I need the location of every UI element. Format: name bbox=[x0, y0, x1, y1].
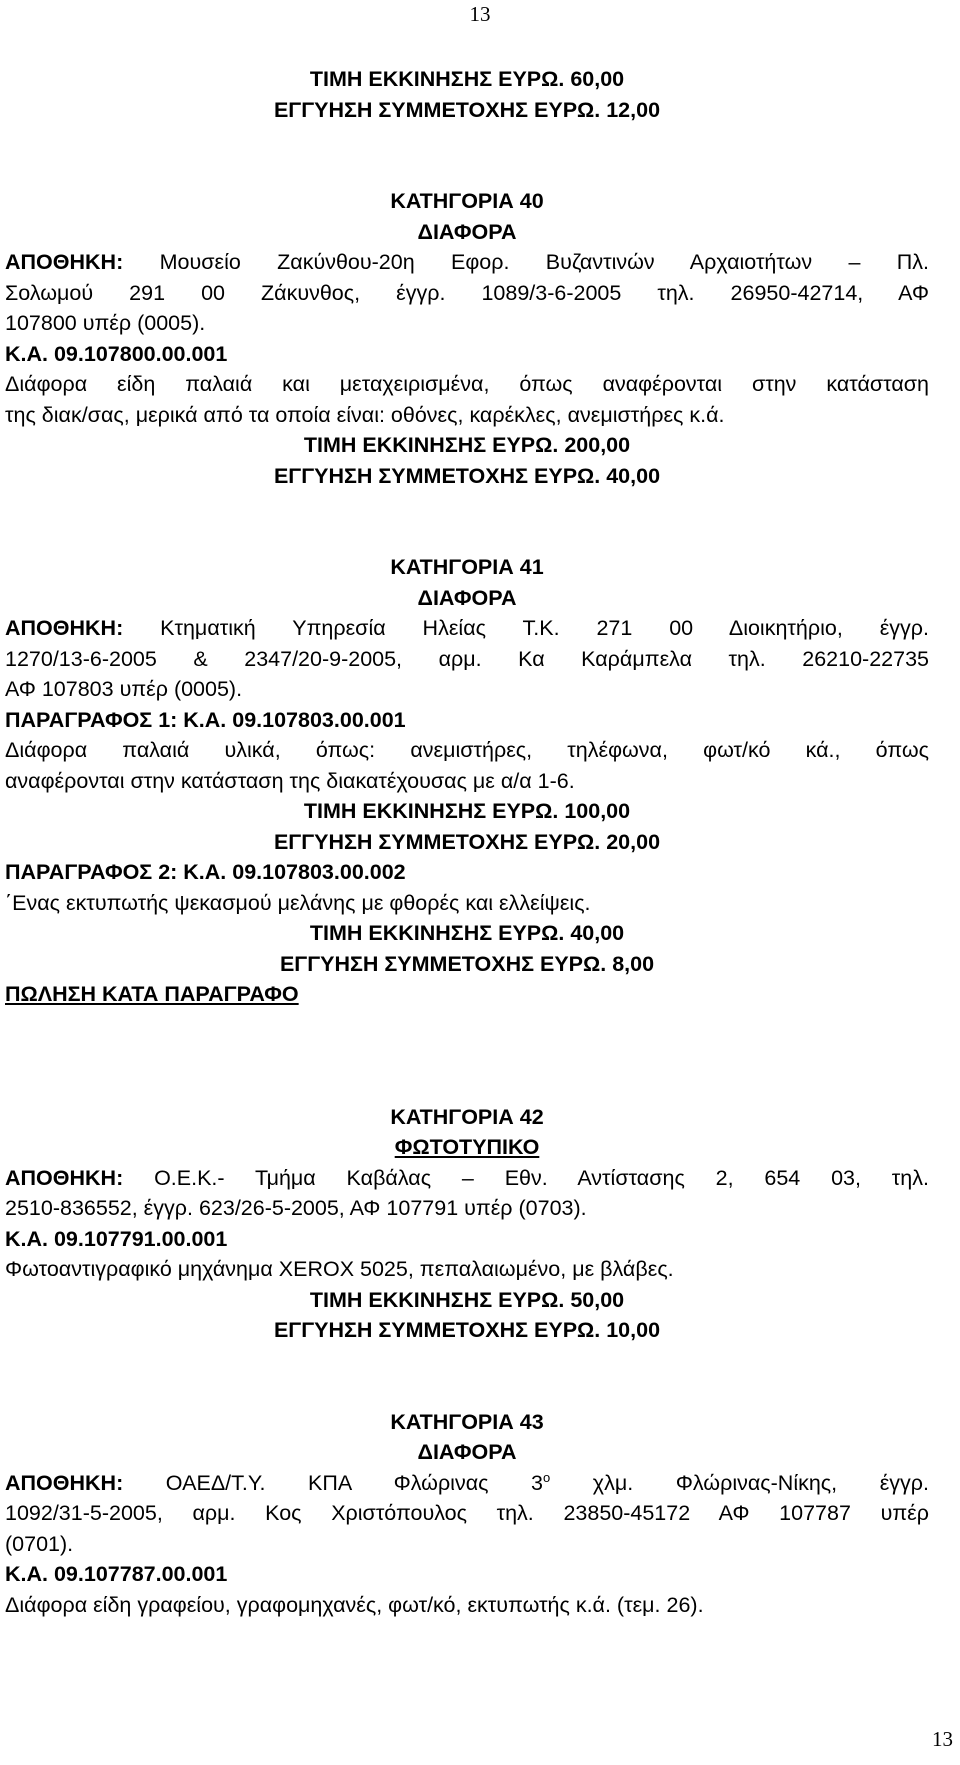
storage-label: ΑΠΟΘΗΚΗ: bbox=[5, 616, 124, 640]
item-description: ΄Ενας εκτυπωτής ψεκασμού μελάνης με φθορές και ελλείψεις. bbox=[5, 890, 591, 915]
paragraph-2-code: ΠΑΡΑΓΡΑΦΟΣ 2: Κ.Α. 09.107803.00.002 bbox=[5, 860, 406, 884]
category-41 bbox=[5, 552, 929, 1010]
storage-line: 1092/31-5-2005, αρμ. Κος Χριστόπουλος τηλ. 23850-45172 ΑΦ 107787 υπέρ bbox=[5, 1501, 929, 1525]
item-description: Φωτοαντιγραφικό μηχάνημα XEROX 5025, πεπαλαιωμένο, με βλάβες. bbox=[5, 1257, 674, 1281]
storage-text: χλμ. Φλώρινας-Νίκης, έγγρ. bbox=[550, 1470, 929, 1495]
item-description: της διακ/σας, μερικά από τα οποία είναι: οθόνες, καρέκλες, ανεμιστήρες κ.ά. bbox=[5, 402, 725, 427]
storage-line: Σολωμού 291 00 Ζάκυνθος, έγγρ. 1089/3-6-2005 τηλ. 26950-42714, ΑΦ bbox=[5, 280, 929, 305]
storage-line: (0701). bbox=[5, 1531, 74, 1556]
spacer bbox=[5, 491, 929, 552]
item-description: Διάφορα είδη παλαιά και μεταχειρισμένα, όπως αναφέρονται στην κατάσταση bbox=[5, 372, 929, 396]
category-heading: ΚΑΤΗΓΟΡΙΑ 40 bbox=[390, 189, 544, 213]
storage-text: ΟΑΕΔ/Τ.Υ. ΚΠΑ Φλώρινας 3 bbox=[123, 1470, 543, 1495]
spacer bbox=[5, 1346, 929, 1407]
storage-line: ΑΦ 107803 υπέρ (0005). bbox=[5, 677, 243, 701]
category-subheading: ΦΩΤΟΤΥΠΙΚΟ bbox=[394, 1135, 540, 1159]
storage-text: Κτηματική Υπηρεσία Ηλείας Τ.Κ. 271 00 Διοικητήριο, έγγρ. bbox=[123, 616, 929, 640]
item-description: Διάφορα παλαιά υλικά, όπως: ανεμιστήρες, τηλέφωνα, φωτ/κό κά., όπως bbox=[5, 738, 929, 762]
category-heading: ΚΑΤΗΓΟΡΙΑ 41 bbox=[390, 555, 544, 579]
starting-price: ΤΙΜΗ ΕΚΚΙΝΗΣΗΣ ΕΥΡΩ. 200,00 bbox=[303, 433, 631, 457]
document-body bbox=[5, 64, 929, 1620]
sale-per-paragraph-note: ΠΩΛΗΣΗ ΚΑΤΑ ΠΑΡΑΓΡΑΦΟ bbox=[5, 982, 299, 1006]
item-code: Κ.Α. 09.107791.00.001 bbox=[5, 1226, 228, 1251]
item-description: αναφέρονται στην κατάσταση της διακατέχουσας με α/α 1-6. bbox=[5, 768, 575, 793]
participation-guarantee: ΕΓΓΥΗΣΗ ΣΥΜΜΕΤΟΧΗΣ ΕΥΡΩ. 12,00 bbox=[273, 97, 661, 122]
storage-line: 1270/13-6-2005 & 2347/20-9-2005, αρμ. Κα Καράμπελα τηλ. 26210-22735 bbox=[5, 646, 929, 671]
storage-label: ΑΠΟΘΗΚΗ: bbox=[5, 250, 124, 274]
storage-line: 2510-836552, έγγρ. 623/26-5-2005, ΑΦ 107791 υπέρ (0703). bbox=[5, 1196, 587, 1220]
category-40 bbox=[5, 186, 929, 491]
storage-line: 107800 υπέρ (0005). bbox=[5, 311, 206, 335]
category-42 bbox=[5, 1102, 929, 1346]
participation-guarantee: ΕΓΓΥΗΣΗ ΣΥΜΜΕΤΟΧΗΣ ΕΥΡΩ. 40,00 bbox=[273, 463, 661, 488]
storage-line bbox=[5, 1163, 929, 1194]
item-code: Κ.Α. 09.107800.00.001 bbox=[5, 341, 228, 366]
participation-guarantee: ΕΓΓΥΗΣΗ ΣΥΜΜΕΤΟΧΗΣ ΕΥΡΩ. 10,00 bbox=[273, 1318, 661, 1342]
participation-guarantee: ΕΓΓΥΗΣΗ ΣΥΜΜΕΤΟΧΗΣ ΕΥΡΩ. 20,00 bbox=[273, 829, 661, 854]
item-code: Κ.Α. 09.107787.00.001 bbox=[5, 1562, 228, 1586]
category-subheading: ΔΙΑΦΟΡΑ bbox=[417, 1440, 517, 1464]
starting-price: ΤΙΜΗ ΕΚΚΙΝΗΣΗΣ ΕΥΡΩ. 60,00 bbox=[309, 67, 625, 91]
storage-text: Ο.Ε.Κ.- Τμήμα Καβάλας – Εθν. Αντίστασης 2, 654 03, τηλ. bbox=[123, 1165, 929, 1190]
category-subheading: ΔΙΑΦΟΡΑ bbox=[417, 585, 517, 610]
paragraph-1-code: ΠΑΡΑΓΡΑΦΟΣ 1: Κ.Α. 09.107803.00.001 bbox=[5, 707, 406, 732]
page-number-top: 13 bbox=[469, 2, 491, 26]
storage-line bbox=[5, 247, 929, 278]
item-description: Διάφορα είδη γραφείου, γραφομηχανές, φωτ/κό, εκτυπωτής κ.ά. (τεμ. 26). bbox=[5, 1592, 704, 1617]
storage-label: ΑΠΟΘΗΚΗ: bbox=[5, 1165, 124, 1190]
category-43 bbox=[5, 1407, 929, 1621]
page-number-bottom: 13 bbox=[932, 1727, 953, 1751]
spacer bbox=[5, 1010, 929, 1102]
category-heading: ΚΑΤΗΓΟΡΙΑ 42 bbox=[390, 1104, 544, 1129]
storage-label: ΑΠΟΘΗΚΗ: bbox=[5, 1470, 124, 1495]
category-subheading: ΔΙΑΦΟΡΑ bbox=[417, 219, 517, 244]
storage-line bbox=[5, 1468, 929, 1499]
storage-line bbox=[5, 613, 929, 644]
starting-price: ΤΙΜΗ ΕΚΚΙΝΗΣΗΣ ΕΥΡΩ. 40,00 bbox=[309, 921, 625, 945]
starting-price: ΤΙΜΗ ΕΚΚΙΝΗΣΗΣ ΕΥΡΩ. 100,00 bbox=[303, 799, 631, 823]
storage-text: Μουσείο Ζακύνθου-20η Εφορ. Βυζαντινών Αρχαιοτήτων – Πλ. bbox=[123, 250, 929, 274]
participation-guarantee: ΕΓΓΥΗΣΗ ΣΥΜΜΕΤΟΧΗΣ ΕΥΡΩ. 8,00 bbox=[279, 951, 655, 976]
spacer bbox=[5, 125, 929, 186]
ordinal-superscript: ο bbox=[543, 1469, 551, 1485]
category-heading: ΚΑΤΗΓΟΡΙΑ 43 bbox=[390, 1409, 544, 1434]
starting-price: ΤΙΜΗ ΕΚΚΙΝΗΣΗΣ ΕΥΡΩ. 50,00 bbox=[309, 1287, 625, 1312]
